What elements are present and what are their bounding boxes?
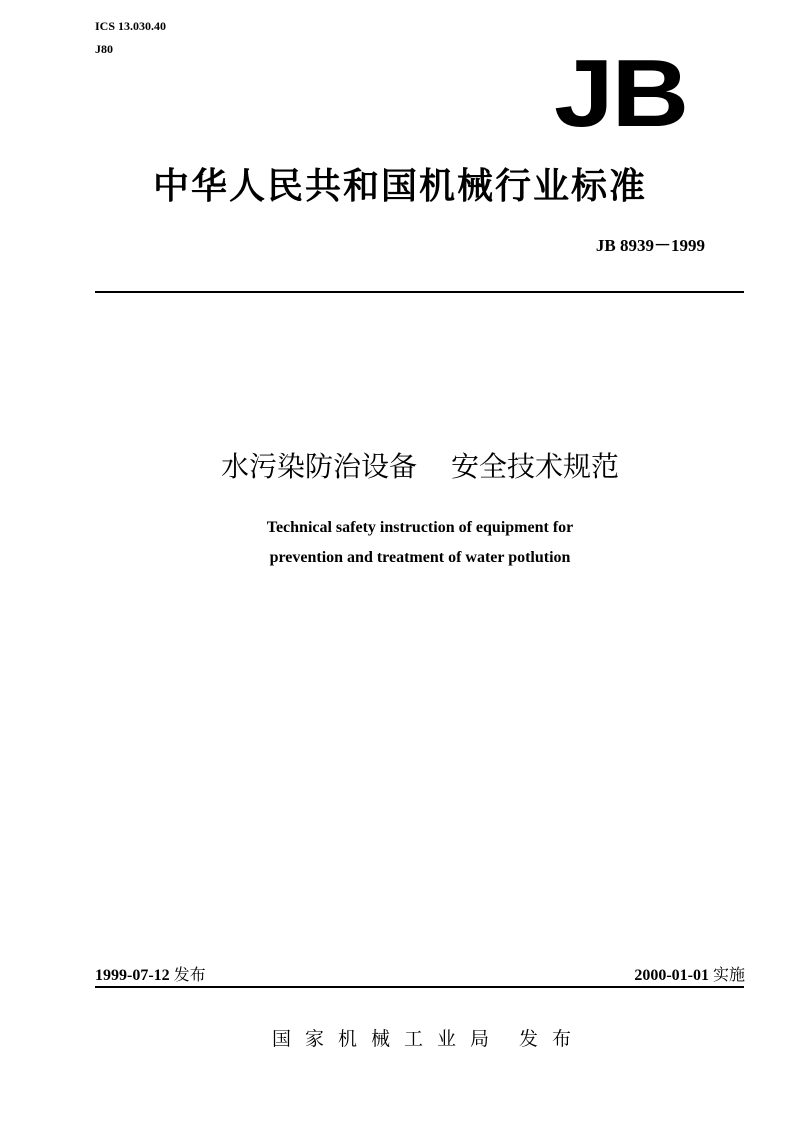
implement-date-value: 2000-01-01 [634, 967, 709, 984]
implement-label: 实施 [712, 967, 745, 984]
top-divider [95, 291, 744, 293]
issuer-action: 发布 [519, 1029, 586, 1050]
jb-logo: JB [554, 40, 687, 147]
publish-date [95, 962, 206, 985]
classification-code: J80 [95, 42, 113, 56]
publish-date-value: 1999-07-12 [95, 967, 170, 984]
document-title-en-line1: Technical safety instruction of equipment for [266, 519, 574, 536]
issuer [272, 1024, 585, 1051]
publish-label: 发布 [173, 967, 206, 984]
document-title-cn-part1: 水污染防治设备 [220, 450, 417, 483]
document-title-en-line2: prevention and treatment of water potlution [269, 549, 571, 566]
document-title-cn [0, 445, 800, 485]
document-title-cn-part2: 安全技术规范 [451, 450, 620, 483]
document-title-en [0, 513, 800, 573]
implement-date [634, 962, 745, 985]
standard-title: 中华人民共和国机械行业标准 [152, 166, 647, 207]
ics-code: ICS 13.030.40 [95, 19, 167, 33]
issuer-name: 国家机械工业局 [272, 1029, 504, 1050]
standard-number: JB 8939－1999 [595, 236, 705, 255]
bottom-divider [95, 986, 744, 988]
